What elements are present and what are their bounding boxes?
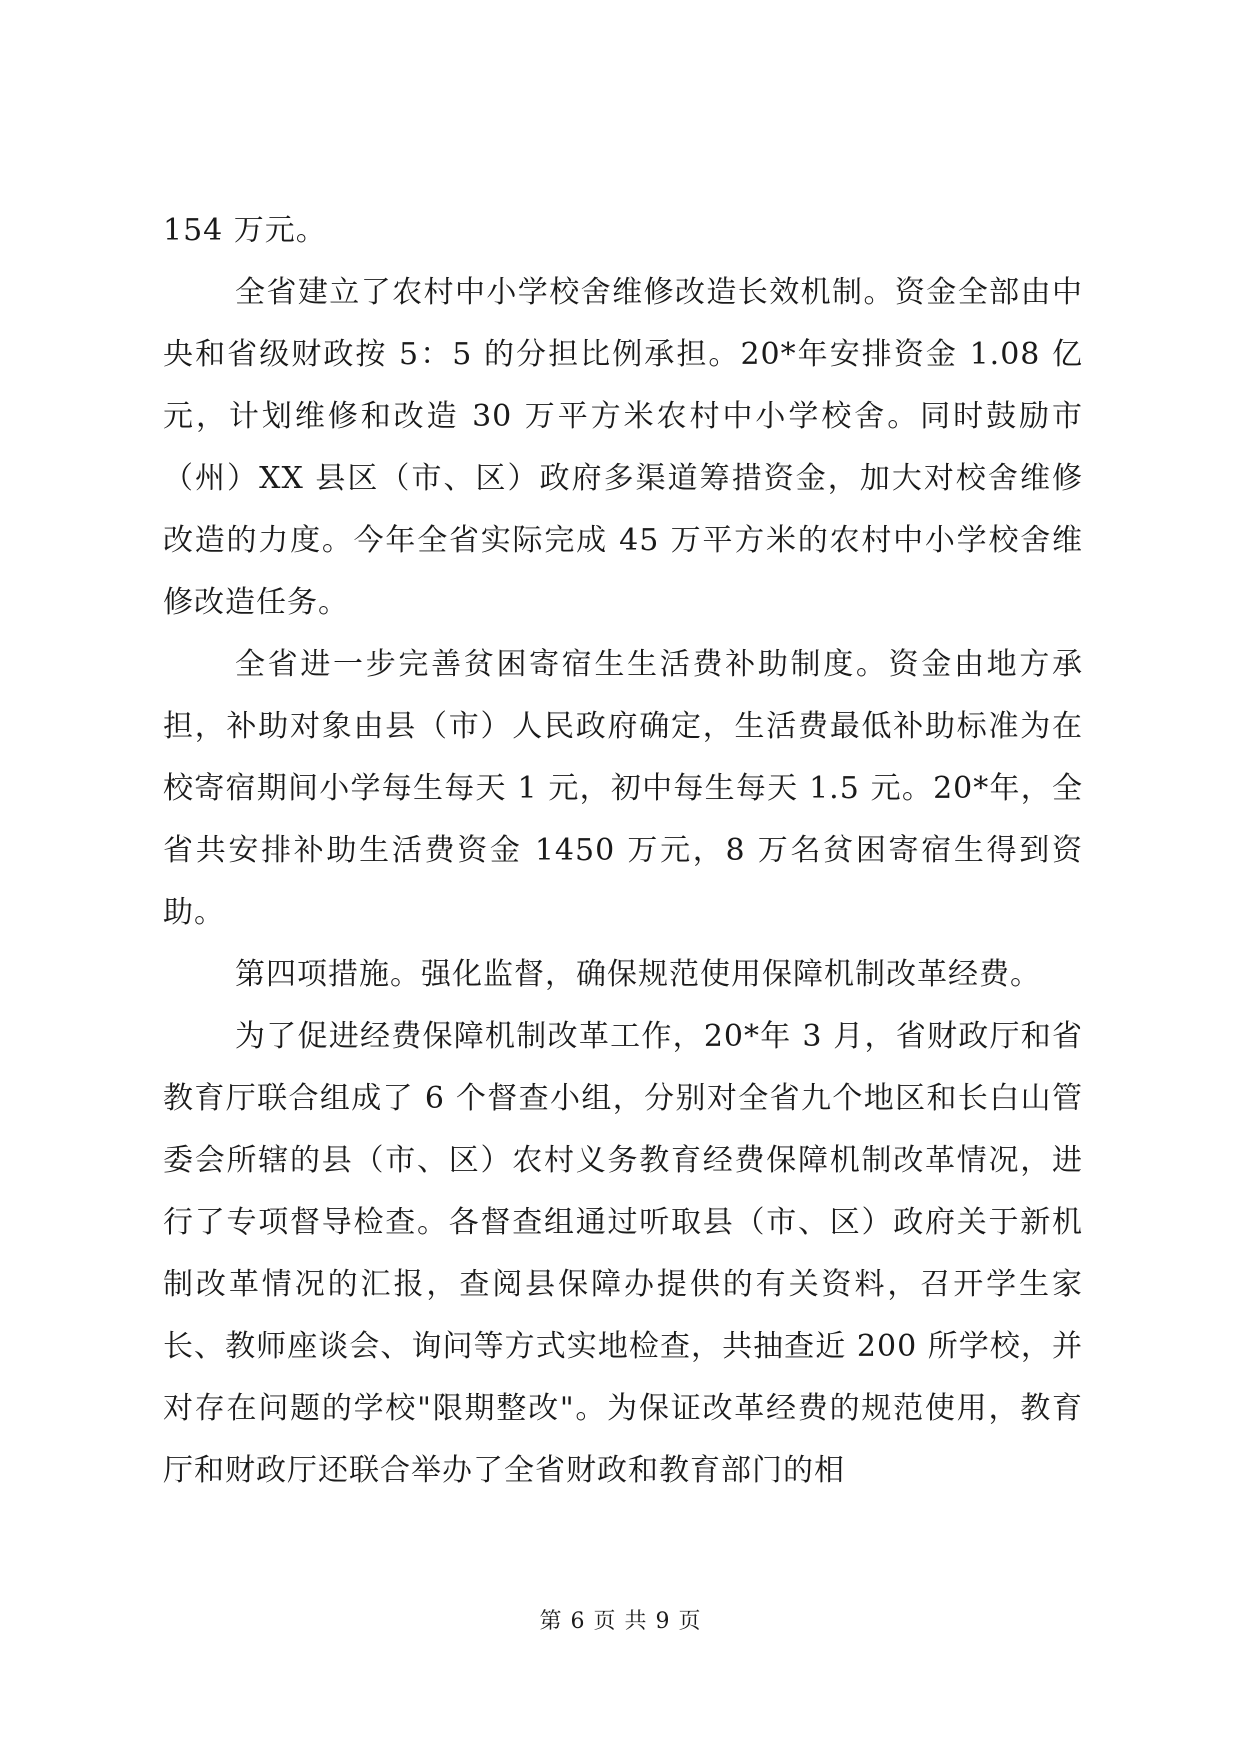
- paragraph-continuation: 154 万元。: [163, 213, 327, 248]
- paragraph-measure-four-heading: 第四项措施。强化监督，确保规范使用保障机制改革经费。: [235, 957, 1041, 992]
- page-footer: 第 6 页 共 9 页: [539, 1609, 702, 1634]
- document-body: [163, 200, 1083, 1502]
- paragraph-boarding-subsidy: 全省进一步完善贫困寄宿生生活费补助制度。资金由地方承担，补助对象由县（市）人民政府确定，生活费最低补助标准为在校寄宿期间小学每生每天 1 元，初中每生每天 1.5 元。20*年，全省共安排补助生活费资金 1450 万元，8 万名贫困寄宿生得到资助。: [163, 647, 1083, 930]
- paragraph-supervision: 为了促进经费保障机制改革工作，20*年 3 月，省财政厅和省教育厅联合组成了 6 个督查小组，分别对全省九个地区和长白山管委会所辖的县（市、区）农村义务教育经费保障机制改革情况，进行了专项督导检查。各督查组通过听取县（市、区）政府关于新机制改革情况的汇报，查阅县保障办提供的有关资料，召开学生家长、教师座谈会、询问等方式实地检查，共抽查近 200 所学校，并对存在问题的学校"限期整改"。为保证改革经费的规范使用，教育厅和财政厅还联合举办了全省财政和教育部门的相: [163, 1019, 1083, 1488]
- paragraph-school-repair: 全省建立了农村中小学校舍维修改造长效机制。资金全部由中央和省级财政按 5：5 的分担比例承担。20*年安排资金 1.08 亿元，计划维修和改造 30 万平方米农村中小学校舍。同时鼓励市（州）XX 县区（市、区）政府多渠道筹措资金，加大对校舍维修改造的力度。今年全省实际完成 45 万平方米的农村中小学校舍维修改造任务。: [163, 275, 1083, 620]
